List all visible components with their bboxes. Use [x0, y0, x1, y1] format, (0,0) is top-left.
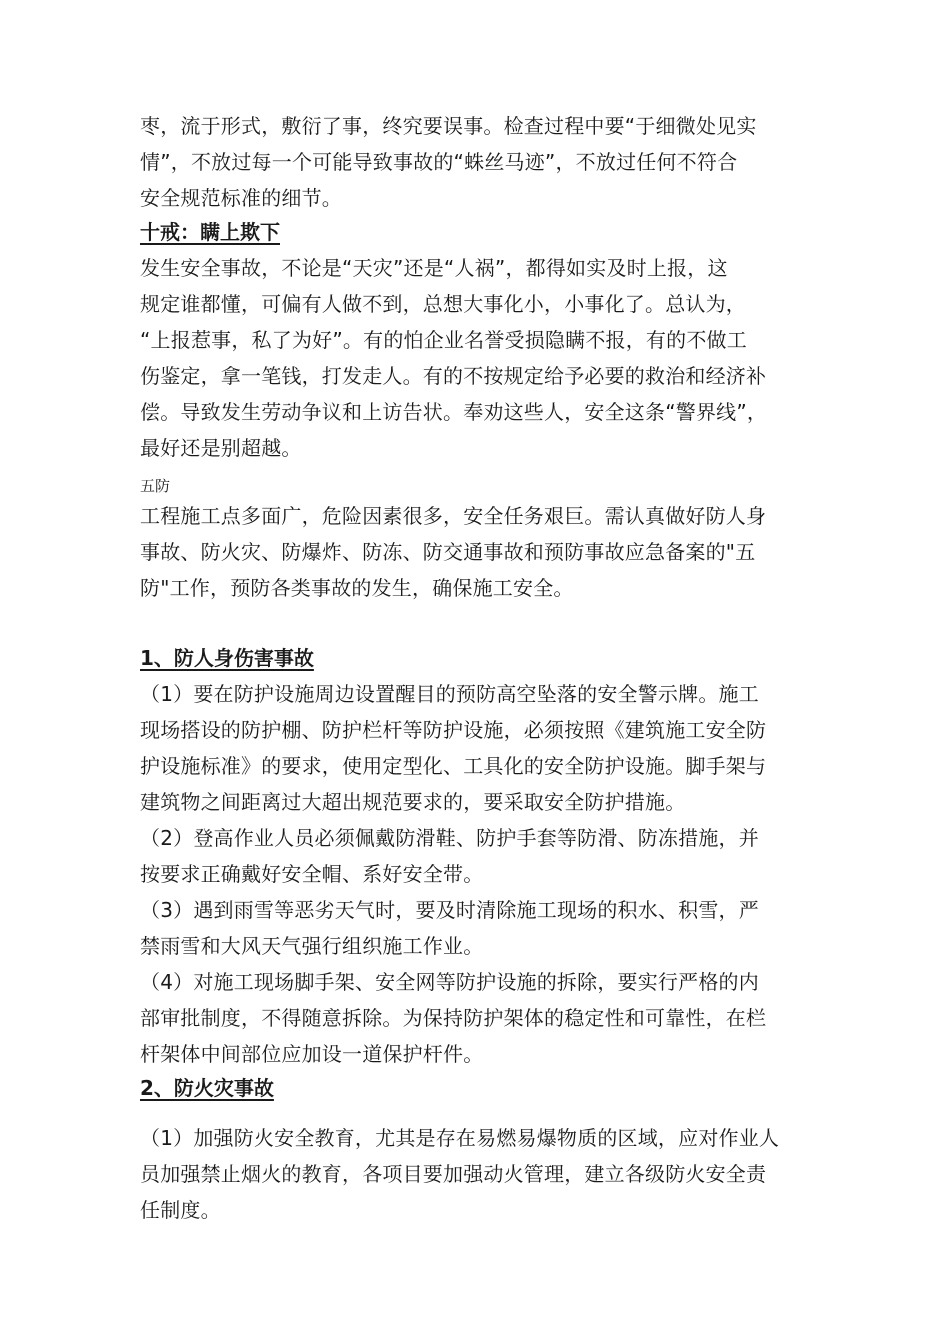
text-line: 建筑物之间距离过大超出规范要求的，要采取安全防护措施。	[140, 790, 686, 814]
text-line: （1）要在防护设施周边设置醒目的预防高空坠落的安全警示牌。施工	[140, 682, 759, 706]
text-line: 现场搭设的防护棚、防护栏杆等防护设施，必须按照《建筑施工安全防	[140, 718, 767, 742]
heading-personal-injury: 1、防人身伤害事故	[140, 646, 314, 670]
text-line: 工程施工点多面广，危险因素很多，安全任务艰巨。需认真做好防人身	[140, 504, 767, 528]
paragraph-inspection-detail	[140, 108, 820, 216]
heading-fire-prevention: 2、防火灾事故	[140, 1076, 274, 1100]
text-line: 杆架体中间部位应加设一道保护杆件。	[140, 1042, 484, 1066]
text-line: “上报惹事，私了为好”。有的怕企业名誉受损隐瞒不报，有的不做工	[140, 328, 747, 352]
paragraph-five-preventions	[140, 498, 820, 606]
heading-tenth-precept: 十戒：瞒上欺下	[140, 220, 280, 244]
text-line: 情”，不放过每一个可能导致事故的“蛛丝马迹”，不放过任何不符合	[140, 150, 738, 174]
text-line: （2）登高作业人员必须佩戴防滑鞋、防护手套等防滑、防冻措施，并	[140, 826, 759, 850]
text-line: 发生安全事故，不论是“天灾”还是“人祸”，都得如实及时上报，这	[140, 256, 728, 280]
text-line: （1）加强防火安全教育，尤其是存在易燃易爆物质的区域，应对作业人	[140, 1126, 780, 1150]
paragraph-fire-prevention-measures	[140, 1120, 820, 1228]
text-line: 护设施标准》的要求，使用定型化、工具化的安全防护设施。脚手架与	[140, 754, 767, 778]
paragraph-reporting	[140, 250, 820, 466]
text-line: 规定谁都懂，可偏有人做不到，总想大事化小，小事化了。总认为，	[140, 292, 746, 316]
text-line: 最好还是别超越。	[140, 436, 302, 460]
text-line: 枣，流于形式，敷衍了事，终究要误事。检查过程中要“于细微处见实	[140, 114, 757, 138]
paragraph-personal-injury-measures	[140, 676, 820, 1072]
text-line: （4）对施工现场脚手架、安全网等防护设施的拆除，要实行严格的内	[140, 970, 759, 994]
text-line: 偿。导致发生劳动争议和上访告状。奉劝这些人，安全这条“警界线”，	[140, 400, 768, 424]
text-line: （3）遇到雨雪等恶劣天气时，要及时清除施工现场的积水、积雪，严	[140, 898, 759, 922]
text-line: 伤鉴定，拿一笔钱，打发走人。有的不按规定给予必要的救治和经济补	[140, 364, 767, 388]
heading-five-preventions: 五防	[140, 477, 171, 495]
text-line: 禁雨雪和大风天气强行组织施工作业。	[140, 934, 484, 958]
text-line: 防"工作，预防各类事故的发生，确保施工安全。	[140, 576, 574, 600]
text-line: 按要求正确戴好安全帽、系好安全带。	[140, 862, 484, 886]
text-line: 部审批制度，不得随意拆除。为保持防护架体的稳定性和可靠性，在栏	[140, 1006, 767, 1030]
text-line: 任制度。	[140, 1198, 221, 1222]
text-line: 安全规范标准的细节。	[140, 186, 342, 210]
text-line: 员加强禁止烟火的教育，各项目要加强动火管理，建立各级防火安全责	[140, 1162, 767, 1186]
text-line: 事故、防火灾、防爆炸、防冻、防交通事故和预防事故应急备案的"五	[140, 540, 756, 564]
